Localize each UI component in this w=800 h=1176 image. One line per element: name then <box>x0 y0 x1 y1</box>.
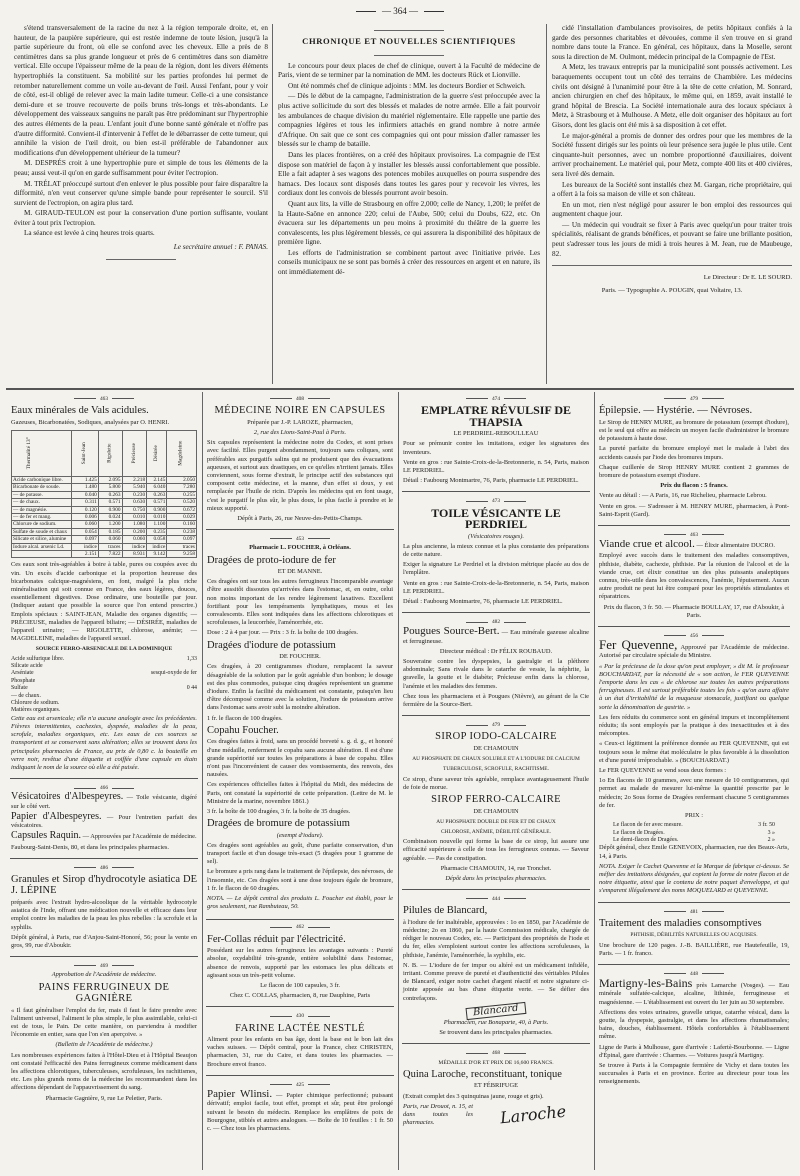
ad-body: Le Sirop de HENRY MURE, au bromure de potassium (exempt d'iodure), est le seul qui offre au médecin un moyen facile d'administrer le bromure de potassium à haute dose. <box>599 418 789 443</box>
article-paragraph: Le major-général a promis de donner des ordres pour que les membres de la Société fussent dirigés sur les points où leur présence sera jugée le plus utile. Cent cinquante-huit personnes, avec un nombre proportionné d'auxiliaires, doivent arriver prochainement. Le matériel qui, pour Metz, compte 400 lits et 400 civières, sera livré dès demain. <box>552 131 792 178</box>
ad-subtitle: ET FÉBRIFUGE <box>473 1082 519 1090</box>
ad-text: — Élixir alimentaire DUCRO. <box>696 542 775 550</box>
ad-body: Ces eaux sont très-agréables à boire à table, pures ou coupées avec du vin. Un excès d'acide carbonique et la proportion heureuse des bicarbonates calcique-magnésiens, en font, malgré la plus riche minéralisation qui soit connue en France, des eaux légères, douces, essentiellement digestives. Dose ordinaire, une bouteille par jour. (Indiquer autant que possible la source que l'on entend prescrire.) Emplois spéciaux : SAINT-JEAN, Maladie des organes digestifs; — PRÉCIEUSE, maladies de l'appareil biliaire; — DÉSIRÉE, maladies de l'appareil urinaire; — RIGOLETTE, chlorose, anémie; — MAGDELEINE, maladies de l'appareil sexuel. <box>11 561 197 643</box>
ad-title: Pilules de Blancard, <box>403 905 488 917</box>
ad-quote: « Il faut généraliser l'emploi du fer, mais il faut le faire prendre avec l'aliment universel, l'aliment le plus simple, le plus assimilable, celui-ci est de tous, le Pain. De cette manière, on parviendra à modifier l'économie en entier, sans que l'on s'en aperçoive. » <box>11 1006 197 1039</box>
article-paragraph: Les bureaux de la Société sont installés chez M. Gargan, riche propriétaire, qui a offert à la fois sa maison de ville et son château. <box>552 180 792 199</box>
ad-subtitle: DE FOUCHER. <box>279 653 321 661</box>
table-header: Thermalité 13° <box>12 430 72 476</box>
price-row: Le flacon de Dragées. 3 » <box>613 829 775 836</box>
ad-number: 408 <box>207 395 393 403</box>
ad-title: EMPLATRE RÉVULSIF DE THAPSIA <box>420 403 572 429</box>
ad-address: Dépôt dans les principales pharmacies. <box>445 874 547 882</box>
ad-title: FARINE LACTÉE NESTLÉ <box>235 1022 365 1034</box>
ad-price: Prix du flacon : 5 francs. <box>660 482 728 490</box>
ad-body: 1o En flacons de 10 grammes, avec une mesure de 10 centigrammes, qui permet au malade de mesurer lui-même la quantité prescrite par le médecin; 2o Sous forme de Dragées renfermant chacune 5 centigrammes de fer. <box>599 777 789 809</box>
table-cell: 1.480 <box>72 484 98 491</box>
ad-farine-lactee <box>206 1009 394 1076</box>
table-cell: 0.571 <box>98 499 122 506</box>
ad-pains-ferrugineux <box>10 959 198 1109</box>
ad-title: Granules et Sirop d'hydrocotyle asiatica DE J. LÉPINE <box>11 873 197 897</box>
chronique-heading: CHRONIQUE ET NOUVELLES SCIENTIFIQUES <box>302 36 516 46</box>
ad-text: — Pour l'entretien parfait des vésicatoires. <box>11 813 197 830</box>
table-cell: 0.311 <box>72 499 98 506</box>
ad-subtitle: DE CHAMOUIN <box>473 807 519 815</box>
ad-address: Pharmacie Gagnière, 9, rue Le Peletier, Paris. <box>45 1094 163 1102</box>
ad-subtitle: AU PHOSPHATE DOUBLE DE FER ET DE CHAUX <box>436 818 556 825</box>
ad-address: Dépôt à Paris, 26, rue Neuve-des-Petits-Champs. <box>237 514 363 522</box>
ad-address: Vente en gros : rue Sainte-Croix-de-la-Bretonnerie, n. 54, Paris, maison LE PERDRIEL. <box>403 458 589 475</box>
ad-body: Possédant sur les autres ferrugineux les avantages suivants : Pureté absolue, oxydabilité très-grande, entière solubilité dans l'estomac, absence de renvois, supporté par les estomacs les plus délicats et agissant sous un très-petit volume. <box>207 947 393 979</box>
ad-number: 482 <box>403 618 589 626</box>
ad-address: Dépôt général, chez Emile GENEVOIX, pharmacien, rue des Beaux-Arts, 14, à Paris. <box>599 844 789 860</box>
ad-body: Le FER QUEVENNE se vend sous deux formes : <box>599 767 727 775</box>
ad-text: — Approuvées par l'Académie de médecine. <box>82 833 197 841</box>
ad-body: Se trouve à Paris à la Compagnie fermière de Vichy et dans toutes les succursales à Paris et en province. Écrire au directeur pour tous les renseignements. <box>599 1062 789 1086</box>
composition-row: Sulfate 0 44 <box>11 685 197 692</box>
table-cell: 0.200 <box>122 528 147 535</box>
table-row <box>12 543 197 550</box>
table-cell: 0.263 <box>147 491 167 498</box>
ad-number: 444 <box>403 895 589 903</box>
table-cell <box>12 550 72 557</box>
ad-number: 474 <box>403 395 589 403</box>
composition-row: Arséniate sesqui-oxyde de fer <box>11 670 197 677</box>
table-cell: 0.185 <box>98 528 122 535</box>
table-cell: 2.095 <box>98 476 122 483</box>
ad-subtitle: DE CHAMOUIN <box>473 744 519 752</box>
pharmacy-name: Pharmacie L. FOUCHER, à Orléans. <box>249 544 351 552</box>
ad-price: 1 fr. le flacon de 100 dragées. <box>207 714 283 722</box>
table-cell: 0.010 <box>122 513 147 520</box>
table-total-row <box>12 550 197 557</box>
article-column-1 <box>14 24 268 384</box>
table-row <box>12 476 197 483</box>
ad-address: Pharmacien, rue Bonaparte, 40, à Paris. <box>443 1019 549 1027</box>
table-header: Saint-Jean <box>72 430 98 476</box>
ad-subtitle: (exempt d'iodure). <box>276 831 324 839</box>
ad-address: Paris, rue Drouot, n. 15, et dans toutes les pharmacies. <box>403 1102 473 1127</box>
ad-body: préparés avec l'extrait hydro-alcoolique de la véritable hydrocotyle asiatica de l'Inde, offrant une médication nouvelle et efficace dans leur emploi contre les maladies de la peau les plus rebelles : la scrofule et la syphilis. <box>11 898 197 931</box>
ad-title: TOILE VÉSICANTE LE PERDRIEL <box>431 505 561 532</box>
secretary-signature: Le secrétaire annuel : F. PANAS. <box>173 243 268 252</box>
ad-body: Les nombreuses expériences faites à l'Hôtel-Dieu et à l'Hôpital Beaujon ont constaté l'efficacité des Pains ferrugineux comme médicament dans les affections chlorotiques, tuberculeuses, scrofuleuses, les rachitismes, etc. Les plus grands noms de la médecine les recommandent dans les affections dépendant de l'appauvrissement du sang. <box>11 1051 197 1092</box>
ad-traitement-consomptives <box>598 905 790 965</box>
ad-text: — Eau minérale gazeuse alcaline et ferrugineuse. <box>403 629 589 645</box>
ad-title: Viande crue et alcool. <box>599 538 695 551</box>
table-row <box>12 536 197 543</box>
table-cell: Acide carbonique libre. <box>12 476 72 483</box>
ad-note: NOTA. Exiger le Cachet Quevenne et la Marque de fabrique ci-dessus. Se méfier des imitations désignées, qui copient la forme de notre flacon et de notre étiquette, ainsi que le contenu de notre paquet d'enveloppe, et qui s'emparent illégalement des noms MOQUELARD et QUEVENNE. <box>599 862 789 895</box>
ad-price: Prix du flacon, 3 fr. 50. — Pharmacie BOULLAY, 17, rue d'Aboukir, à Paris. <box>603 603 785 619</box>
price-heading: PRIX : <box>685 812 703 820</box>
ad-address: Vente en gros. — S'adresser à M. HENRY MURE, pharmacien, à Pont-Saint-Esprit (Gard). <box>599 502 789 518</box>
ad-body: Ces expériences officielles faites à l'hôpital du Midi, des médecins de Paris, ont constaté la supériorité de cette préparation. (Lettre de M. le Ministre de la marine, novembre 1861.) <box>207 781 393 805</box>
ad-body: Souveraine contre les dyspepsies, la gastralgie et la pléthore abdominale; Sans rivale dans le catarrhe de vessie, la néphrite, la gravelle, la goutte et le diabète; Précieuse enfin dans la chlorose, l'anémie et les maladies des femmes. <box>403 658 589 690</box>
ad-address: Vente au détail : — A Paris, 16, rue Richelieu, pharmacie Lebrou. <box>599 492 767 500</box>
table-cell: 9.142 <box>147 550 167 557</box>
ad-number: 468 <box>403 1049 589 1057</box>
ad-column-3 <box>402 392 590 1168</box>
table-cell: 0.263 <box>98 491 122 498</box>
article-paragraph: A Metz, les travaux entrepris par la municipalité sont poussés activement. Les baraquements occupent tout un côté des terrains de Chambière. Les médecins civils ont désigné à l'unanimité pour être à la tête de cette création, M. Sonrard, ancien chirurgien en chef des hôpitaux, le même qui, en 1859, avait installé le grand hôpital de Brescia. La Société internationale aura des locaux spéciaux à Metz, à Strasbourg et à Mulhouse. A Metz, elle doit organiser des hôpitaux au fort Gisors, dont les glacis ont été mis à sa disposition à cet effet. <box>552 63 792 129</box>
ad-body: Le bromure a pris rang dans le traitement de l'épilepsie, des névroses, de l'insomnie, etc. Ces dragées sont à une dose toujours égale de bromure, 1 fr. le flacon de 60 dragées. <box>207 868 393 892</box>
ad-fer-collas <box>206 919 394 1007</box>
dominique-heading: SOURCE FERRO-ARSENICALE DE LA DOMINIQUE <box>35 646 173 653</box>
table-cell: — de chaux. <box>12 499 72 506</box>
table-cell: 0.230 <box>122 491 147 498</box>
ad-number: 473 <box>403 497 589 505</box>
ad-price: Dose : 2 à 4 par jour. — Prix : 3 fr. la boîte de 100 dragées. <box>207 629 359 637</box>
divider <box>552 265 792 266</box>
ad-title: Papier d'Albespeyres. <box>11 810 102 822</box>
table-header: Magdeleine <box>167 430 197 476</box>
table-row <box>12 521 197 528</box>
ad-address: Vente en gros : rue Sainte-Croix-de-la-Bretonnerie, n. 54, Paris, maison LE PERDRIEL. <box>403 579 589 595</box>
article-paragraph: cidé l'installation d'ambulances provisoires, de petits hôpitaux confiés à la garde des personnes charitables et dévouées, comme il s'en trouve en si grand nombre dans toute la France. En général, ces hôpitaux, dans la Moselle, seront sous la direction de M. Oulmont, médecin principal de la Compagnie de l'Est. <box>552 24 792 61</box>
ad-address: 2, rue des Lions-Saint-Paul à Paris. <box>253 428 347 436</box>
article-paragraph: Le concours pour deux places de chef de clinique, ouvert à la Faculté de médecine de Paris, vient de se terminer par la nomination de MM. les docteurs Rück et Lionville. <box>278 61 540 80</box>
table-cell: 0.058 <box>147 536 167 543</box>
table-cell: 2.151 <box>72 550 98 557</box>
table-cell: 0.571 <box>147 499 167 506</box>
ad-number: 479 <box>403 721 589 729</box>
table-cell: 7.822 <box>98 550 122 557</box>
ad-body: « Ceux-ci légitiment la préférence donnée au FER QUEVENNE, qui est toujours sous le même état moléculaire le plus favorable à la dissolution et d'une pureté irréprochable. » (BOUCHARDAT.) <box>599 740 789 764</box>
table-header: Désirée <box>147 430 167 476</box>
ad-body: Ces dragées ont sur tous les autres ferrugineux l'incomparable avantage d'être aussitôt dissoutes qu'arrivées dans l'estomac, et, en outre, celui non moins important de les rendre légèrement laxatives. Excellent fortifiant pour les tempéraments lymphatiques, mous et les convalescents. Elles sont indiquées dans les affections chlorotiques et scrofuleuses, la leucorrhée, l'aménorrhée, etc. <box>207 578 393 627</box>
table-cell: 5.800 <box>98 484 122 491</box>
ad-source: (Bulletin de l'Académie de médecine.) <box>55 1041 153 1049</box>
article-paragraph: Quant aux lits, la ville de Strasbourg en offre 2,000; celle de Nancy, 1,200; le préfet de la Haute-Saône en annonce 220; celui de l'Aube, 500; celui du Doubs, 622, etc. On évacuera sur les départements un peu moins à proximité du théâtre de la guerre les convalescents, les plus légèrement blessés, ce qui assurera la disponibilité des hôpitaux de première ligne. <box>278 199 540 247</box>
divider <box>374 55 444 56</box>
ad-subtitle: AU PHOSPHATE DE CHAUX SOLUBLE ET A L'IODURE DE CALCIUM <box>412 756 580 763</box>
laroche-signature: Laroche <box>499 1102 567 1128</box>
table-cell: 0.097 <box>167 536 197 543</box>
ad-subtitle: Gazeuses, Bicarbonatées, Sodiques, analysées par O. HENRI. <box>11 418 170 426</box>
table-header: Rigolette <box>98 430 122 476</box>
ad-body: Ces dragées faites à froid, sans un procédé breveté s. g. d. g., et honoré d'une médaille, renferment le copahu sans aucune altération. Il est d'une grande supériorité sur toutes les préparations à base de copahu. Elles n'ont pas l'inconvénient de causer des vomissements, des renvois, des nausées. <box>207 738 393 779</box>
table-cell: 7.280 <box>167 484 197 491</box>
article-paragraph: En un mot, rien n'est négligé pour assurer le bon emploi des ressources qui augmentent chaque jour. <box>552 200 792 219</box>
ad-fer-quevenne <box>598 629 790 903</box>
article-paragraph: Dans les places frontières, on a créé des hôpitaux provisoires. La compagnie de l'Est dispose son matériel de façon à y installer les blessés aussi confortablement que possible. Elle a fait adapter à ses wagons des potences mobiles auxquelles on pourra suspendre des hamacs. Des locaux sont disposés dans toutes les gares pour y recevoir les vivres, les cordiaux dont les convois de blessés pourront avoir besoin. <box>278 150 540 198</box>
ad-column-4 <box>598 392 790 1168</box>
table-cell: 0.006 <box>72 513 98 520</box>
table-header: Précieuse <box>122 430 147 476</box>
column-rule <box>202 392 203 1170</box>
article-paragraph: Les efforts de l'administration se combinent partout avec l'initiative privée. Les conseils municipaux ne se sont pas bornés à créer des ressources en argent et en nature, ils ont immédiatement dé- <box>278 248 540 277</box>
ad-body: La pureté parfaite du bromure employé met le malade à l'abri des accidents causés par l'iode des bromures impurs. <box>599 445 789 461</box>
table-cell: Sulfate de soude et chaux <box>12 528 72 535</box>
table-cell: 0.520 <box>167 499 197 506</box>
ad-subtitle: (Vésicatoires rouges). <box>468 532 524 540</box>
ad-number: 456 <box>599 632 789 640</box>
ad-subtitle: TUBERCULOSE, SCROFULE, RACHITISME. <box>443 766 549 773</box>
ad-albespeyres <box>10 781 198 858</box>
ad-foucher <box>206 532 394 917</box>
ad-number: 430 <box>207 1012 393 1020</box>
ad-subtitle: CHLOROSE, ANÉMIE, DÉBILITÉ GÉNÉRALE. <box>441 828 551 835</box>
table-cell: 0.900 <box>98 506 122 513</box>
ad-body: Aliment pour les enfants en bas âge, dont la base est le bon lait des vaches suisses. — Dépôt central, pour la France, chez CHRISTEN, pharmacien, 31, rue du Caire, et dans toutes les pharmacies. — Brochure envoi franco. <box>207 1036 393 1068</box>
ad-body: Cette eau est arsenicale; elle n'a aucune analogie avec les précédentes. Fièvres intermittentes, cachexies, dyspnée, maladies de la peau, scrofule, maladies organiques, etc. Les eaux de ces sources se transportent et se conservent sans altération; elles se trouvent dans les principales pharmacies de France, au prix de 0,80 c. la bouteille en verre noir, revêtue d'une étiquette et coiffée d'une capsule en étain indiquant le nom de la source où elle a été puisée. <box>11 714 197 772</box>
ad-body: Les fers réduits du commerce sont en général impurs et incomplètement réduits; ils sont employés par la pratique à des inexactitudes et à des mécomptes. <box>599 713 789 738</box>
table-cell: 0.029 <box>167 513 197 520</box>
ad-address: Chez tous les pharmaciens et à Pougues (Nièvre), au gérant de la Cie fermière de la Source-Bert. <box>403 692 589 709</box>
table-cell: 1.425 <box>72 476 98 483</box>
composition-row: — de chaux. <box>11 692 41 699</box>
table-cell: 0.160 <box>167 521 197 528</box>
table-cell: — de fer et mang. <box>12 513 72 520</box>
composition-row: Matières organiques. <box>11 707 61 714</box>
table-cell: 0.900 <box>147 506 167 513</box>
ad-number: 479 <box>599 395 789 403</box>
ad-title: Fer Quevenne, <box>599 637 678 653</box>
table-cell: 5.940 <box>122 484 147 491</box>
table-row <box>12 499 197 506</box>
ad-body: (Extrait complet des 3 quinquinas jaune, rouge et gris). <box>403 1092 544 1100</box>
ad-title: Capsules Raquin. <box>11 830 81 842</box>
ad-body: Ce sirop, d'une saveur très agréable, remplace avantageusement l'huile de foie de morue. <box>403 775 589 791</box>
ad-address: Chez C. COLLAS, pharmacien, 8, rue Dauphine, Paris <box>229 992 371 1000</box>
ad-body: Exiger la signature Le Perdriel et la division métrique placée au dos de l'emplâtre. <box>403 561 589 577</box>
table-cell: — de potasse. <box>12 491 72 498</box>
ad-medal: MÉDAILLE D'OR ET PRIX DE 16,600 FRANCS. <box>438 1059 554 1066</box>
table-row <box>12 484 197 491</box>
ad-subtitle: Préparée par J.-P. LAROZE, pharmacien, <box>247 418 353 426</box>
table-cell: 0.238 <box>167 528 197 535</box>
article-paragraph: — Dès le début de la campagne, l'administration de la guerre s'est préoccupée avec la plus active sollicitude du sort des blessés et malades de notre armée. Elle a fait pourvoir les ambulances de chaque division du matériel réglementaire. Elle rappelle une partie des compagnies légères et tous les infirmiers attachés en grand nombre à notre armée d'Afrique. On sait que ce sont ces compagnies qui ont pour mission d'aller ramasser les blessés sur le champ de bataille. <box>278 92 540 149</box>
column-rule <box>272 24 273 384</box>
price-row: Le demi-flacon de Dragées. 2 » <box>613 837 775 844</box>
ad-granules-hydrocotyle <box>10 861 198 957</box>
ad-body: La plus ancienne, la mieux connue et la plus constante des préparations de cette nature. <box>403 542 589 559</box>
divider <box>106 259 176 260</box>
article-paragraph: s'étend transversalement de la racine du nez à la région temporale droite, et, en hauteur, de la paupière supérieure, qui est restée indemne de toute lésion, jusqu'à la partie supérieure du front, où elle se confond avec les cheveux. Elle a près de 8 centimètres dans sa plus grande longueur et près de 6 centimètres dans son diamètre vertical. Elle occupe l'épaisseur même de la peau de la région, dont les divers éléments hypertrophiés la constituent. Sa mobilité sur les parties profondes lui permet de retomber naturellement comme un voile au-devant de l'œil. Aussi l'enfant, pour y voir de côté, est-il obligé de relever avec la main ladite tumeur. Celle-ci a une consistance demi-dure et se trouve recouverte de poils bruns très-longs et très-abondants. Le développement des vaisseaux sanguins ne paraît pas être prédominant sur l'hypertrophie des autres éléments de la peau. L'enfant jouit d'une bonne santé générale et n'offre pas d'autre difformité. Convient-il d'intervenir à l'effet de le débarrasser de cette tumeur, qui annihile la vision de l'œil droit, ou bien est-il préférable de l'abandonner aux modifications d'un développement ultérieur de la tumeur? <box>14 24 268 157</box>
ad-martigny-les-bains <box>598 967 790 1093</box>
article-paragraph: M. DESPRÉS croit à une hypertrophie pure et simple de tous les éléments de la peau; aussi veut-il qu'on en garde suffisamment pour éviter l'ectropion. <box>14 159 268 177</box>
composition-row: Acide sulfurique libre. 1,33 <box>11 655 197 662</box>
ad-body: Ligne de Paris à Mulhouse, gare d'arrivée : Lafertè-Bourbonne. — Ligne d'Épinal, gare d'arrivée : Charmes. — Voitures jusqu'à Martigny. <box>599 1043 789 1059</box>
ad-address: Dépôt général, à Paris, rue d'Anjou-Saint-Honoré, 56; pour la vente en gros, 99, rue d'Aboukir. <box>11 933 197 949</box>
blancard-signature: Blancard <box>466 1002 527 1020</box>
ad-title: Fer-Collas réduit par l'électricité. <box>207 933 346 945</box>
article-paragraph: La séance est levée à cinq heures trois quarts. <box>24 229 155 238</box>
table-row <box>12 506 197 513</box>
table-cell: 1.200 <box>98 521 122 528</box>
ad-viande-crue <box>598 528 790 627</box>
table-cell: indice <box>122 543 147 550</box>
column-rule <box>546 24 547 384</box>
ad-address: Se trouvent dans les principales pharmacies. <box>439 1029 553 1037</box>
director-signature: Le Directeur : Dr E. LE SOURD. <box>703 274 792 282</box>
ad-title: Pougues Source-Bert. <box>403 625 500 638</box>
article-paragraph: — Un médecin qui voudrait se fixer à Paris avec quelqu'un pour traiter trois spécialités, réalisant de grands bénéfices, et pouvant se faire une brillante position, peut s'adresser tous les jours de midi à trois heures à M. Jean, rue de Maubeuge, 82. <box>552 220 792 258</box>
ad-note: N. B. — L'iodure de fer impur ou altéré est un médicament infidèle, irritant. Comme preuve de pureté et d'authenticité des véritables Pilules de Blancard, exiger notre cachet d'argent réactif et notre signature ci-jointe apposée au bas d'une étiquette verte. — Se défier des contrefaçons. <box>403 961 589 1002</box>
ad-number: 425 <box>207 1081 393 1089</box>
table-cell: 0.060 <box>122 536 147 543</box>
ad-body: Six capsules représentent la médecine noire du Codex, et sont prises avec facilité. Elles purgent abondamment, toujours sans coliques, sont préférables aux purgatifs salins qui ne produisent que des évacuations aqueuses, et surtout aux drastiques, en ce qu'elles n'irritent jamais. Elles conviennent, sous forme d'extrait, le principe actif des substances qui composent cette médecine, et la manne, d'un effet si doux, y est remplacée par l'huile de ricin. D'après les médecins qui en font usage, c'est le purgatif le plus sûr, le plus doux, le plus facile à prendre et le mieux supporté. <box>207 439 393 512</box>
ad-text: près Lamarche (Vosges). — Eau minérale sulfatée-calcique, alcaline, lithinée, ferrugineuse et magnésienne. — L'établissement est ouvert du 1er juin au 30 septembre. <box>599 982 789 1006</box>
ad-subtitle: PHTHISIE, DÉBILITÉS NATURELLES OU ACQUISES. <box>630 932 758 939</box>
ad-title: Papier Wlinsi. <box>207 1088 273 1101</box>
mineral-analysis-table <box>11 430 197 558</box>
ad-price: 3 fr. la boîte de 100 dragées, 3 fr. la boîte de 35 dragées. <box>207 807 351 815</box>
table-cell: 0.040 <box>72 491 98 498</box>
ad-number: 463 <box>11 395 197 403</box>
ad-title: Vésicatoires d'Albespeyres. <box>11 791 124 803</box>
article-column-2 <box>278 24 540 384</box>
table-cell: 6.040 <box>147 484 167 491</box>
ad-number: 463 <box>599 531 789 539</box>
composition-row: Phosphate <box>11 677 36 684</box>
table-cell: Silicate et silice, alumine <box>12 536 72 543</box>
ad-address: Détail : Faubourg Montmartre, 76, Paris, pharmacie LE PERDRIEL. <box>403 477 579 485</box>
table-cell: 2.218 <box>122 476 147 483</box>
table-cell: 0.010 <box>147 513 167 520</box>
ad-title: Quina Laroche, reconstituant, tonique <box>403 1068 562 1080</box>
ad-director: Directeur médical : Dr FÉLIX ROUBAUD. <box>439 647 553 655</box>
ad-title: PAINS FERRUGINEUX DE GAGNIÈRE <box>38 981 170 1005</box>
composition-row: Chlorure de sodium. <box>11 700 60 707</box>
ad-title: Dragées de proto-iodure de fer <box>207 554 336 566</box>
ad-title: Eaux minérales de Vals acidules. <box>11 405 149 417</box>
ad-title: Copahu Foucher. <box>207 724 279 736</box>
ad-address: Faubourg-Saint-Denis, 80, et dans les principales pharmacies. <box>11 843 170 851</box>
article-paragraph: M. GIRAUD-TEULON est pour la conservation d'une portion suffisante, voulant éviter à tout prix l'ectropion. <box>14 209 268 227</box>
composition-row: Silicate acide <box>11 663 43 670</box>
section-divider <box>6 388 794 390</box>
table-cell: traces <box>98 543 122 550</box>
ad-approval: Approbation de l'Académie de médecine. <box>51 971 157 979</box>
ad-title: Martigny-les-Bains <box>599 976 693 991</box>
page-number: — 364 — <box>0 6 800 16</box>
ad-body: Chaque cuillerée de Sirop HENRY MURE contient 2 grammes de bromure de potassium exempt d'iodure. <box>599 463 789 479</box>
table-cell: 0.255 <box>167 491 197 498</box>
ad-emplatre-thapsia <box>402 392 590 492</box>
ad-quina-laroche <box>402 1046 590 1133</box>
ad-sirop-iodo-calcaire <box>402 718 590 890</box>
ad-number: 469 <box>11 962 197 970</box>
column-rule <box>594 392 595 1170</box>
ad-body: Ces dragées sont agréables au goût, d'une parfaite conservation, d'un transport facile et d'un dosage très-exact (5 dragées pour 1 gramme de sel). <box>207 841 393 866</box>
table-cell: Bicarbonate de soude. <box>12 484 72 491</box>
ad-title: Traitement des maladies consomptives <box>599 917 762 929</box>
ad-subtitle: Approuvé par l'Académie de médecine. Autorisé par circulaire spéciale du Ministre. <box>599 644 789 660</box>
price-row: Le flacon de fer avec mesure. 3 fr. 50 <box>613 822 775 829</box>
table-cell: 0.630 <box>122 499 147 506</box>
ad-title: SIROP IODO-CALCAIRE <box>435 731 557 743</box>
ad-text: — Papier chimique perfectionné; puissant dérivatif; emploi facile, tout effet, prompt et sûr, peut être prolongé suivant le besoin du médecin. Remplace les emplâtres de poix de Bourgogne, stibiés et autres analogues. — Boîte de 10 feuilles : 1 fr. 50 c. — Chez tous les pharmaciens. <box>207 1092 393 1132</box>
table-cell: 0.235 <box>147 528 167 535</box>
dominique-composition <box>11 656 197 715</box>
table-cell: 1.100 <box>147 521 167 528</box>
ad-title: Épilepsie. — Hystérie. — Névroses. <box>599 405 753 417</box>
ad-title: Dragées de bromure de potassium <box>207 818 350 830</box>
ad-title: SIROP FERRO-CALCAIRE <box>431 794 561 805</box>
ad-number: 448 <box>599 970 789 978</box>
table-cell: 0.120 <box>72 506 98 513</box>
article-paragraph: M. TRÉLAT préoccupé surtout d'en enlever le plus possible pour faire disparaître la difformité, n'en veut conserver qu'une simple bande pour représenter le sourcil. S'il survient de l'ectropion, on agira plus tard. <box>14 179 268 207</box>
table-cell: 0.054 <box>72 528 98 535</box>
ad-number: 466 <box>11 784 197 792</box>
ad-address: Pharmacie CHAMOUIN, 14, rue Tronchet. <box>440 864 552 872</box>
ad-title: MÉDECINE NOIRE EN CAPSULES <box>214 405 386 417</box>
ad-papier-wlinsi <box>206 1078 394 1139</box>
price-list <box>599 822 789 844</box>
ad-body: Affections des voies urinaires, gravelle urique, catarrhe vésical, dans la goutte, la dyspepsie, gastralgie, et dans les affections rhumatismales; bains, douches, établissement. Hôtels confortables à l'établissement même. <box>599 1008 789 1041</box>
ad-body: à l'iodure de fer inaltérable, approuvées : 1o en 1850, par l'Académie de médecine; 2o en 1860, par la haute Commission médicale, chargée de rédiger le nouveau Codex, etc. — Participant des propriétés de l'iode et du fer, elles s'emploient surtout contre les affections scrofuleuses, la phthisie, l'anémie, l'aménorrhée, la syphilis, etc. <box>403 918 589 959</box>
ad-pougues <box>402 615 590 716</box>
ad-number: 486 <box>11 864 197 872</box>
table-cell: 0.060 <box>98 536 122 543</box>
ad-number: 481 <box>599 908 789 916</box>
column-rule <box>398 392 399 1170</box>
ad-body: Pour se prémunir contre les imitations, exiger les signatures des inventeurs. <box>403 440 589 456</box>
ad-column-2 <box>206 392 394 1168</box>
ad-vals-mineral-waters <box>10 392 198 779</box>
ad-text: — Toile vésicante, digéré sur le côté vert. <box>11 794 197 810</box>
ad-body: Employé avec succès dans le traitement des maladies consomptives, phthisie, diabète, cachexie, phthisie. Par la réunion de l'alcool et de la viande crue, cet élixir constitue un des plus puissants analeptiques connus, très-utile dans les convalescences, l'anémie, l'épuisement. Aucun autre produit ne peut lui être comparé pour les propriétés stimulantes et réparatrices. <box>599 552 789 601</box>
table-cell: 1.080 <box>122 521 147 528</box>
article-paragraph: Ont été nommés chef de clinique adjoints : MM. les docteurs Bordier et Schweich. <box>288 81 526 90</box>
table-cell: 2.145 <box>147 476 167 483</box>
table-row <box>12 491 197 498</box>
table-cell: 2.050 <box>167 476 197 483</box>
table-row <box>12 528 197 535</box>
ad-pilules-blancard <box>402 892 590 1044</box>
table-cell: indice <box>147 543 167 550</box>
table-cell: 9.258 <box>167 550 197 557</box>
table-cell: Chlorure de sodium. <box>12 521 72 528</box>
ad-number: 462 <box>207 923 393 931</box>
divider <box>374 30 444 31</box>
table-cell: 0.672 <box>167 506 197 513</box>
ad-body: Combinaison nouvelle qui forme la base de ce sirop, lui assure une efficacité supérieure à celle de tous les ferrugineux connus. — Saveur agréable. — Pas de constipation. <box>403 838 589 862</box>
ad-price: Le flacon de 100 capsules, 3 fr. <box>260 981 340 989</box>
table-cell: 0.024 <box>98 513 122 520</box>
table-cell: 0.060 <box>72 521 98 528</box>
ad-body: « Par la précieuse de la dose qu'on peut employer, » dit M. le professeur BOUCHARDAT, par la nécessité de « son action, le FER QUEVENNE l'emporte dans les cas « de chlorose sur toutes les autres préparations ferrugineuses. Il est surtout préférable toutes les fois « qu'on aura affaire à un état d'irritabilité de la muqueuse stomacale, justifiant ou quelque sorte la dénomination de gastrite. » <box>599 662 789 711</box>
ad-epilepsie-sirop-mure <box>598 392 790 526</box>
ad-medecine-noire <box>206 392 394 530</box>
ad-number: 453 <box>207 535 393 543</box>
article-column-3 <box>552 24 792 384</box>
table-cell: — de magnésie. <box>12 506 72 513</box>
ad-address: Détail : Faubourg Montmartre, 76, pharmacie LE PERDRIEL. <box>403 598 563 606</box>
table-cell: 8.931 <box>122 550 147 557</box>
ad-subtitle: LE PERDRIEL-REBOULLEAU <box>453 430 539 438</box>
table-cell: traces <box>167 543 197 550</box>
ad-title: Dragées d'iodure de potassium <box>207 639 336 651</box>
table-cell: Iodure alcal. arsenic Ld. <box>12 543 72 550</box>
ad-body: Ces dragées, à 20 centigrammes d'iodure, remplacent la saveur désagréable de la solution par le goût agréable d'un bonbon; le dosage est des plus commodes, puisque cinq dragées représentent un gramme d'iodure. Enfin la facilité du médicament est constante, puisqu'en lieu d'être décomposé comme avec la solution, l'iodure de potassium arrive dans l'estomac sans avoir subi la moindre altération. <box>207 663 393 712</box>
table-cell: 0.097 <box>72 536 98 543</box>
table-cell: 0.750 <box>122 506 147 513</box>
ad-body: Une brochure de 120 pages. J.-B. BAILLIÈRE, rue Hautefeuille, 19, Paris. — 1 fr. franco. <box>599 941 789 957</box>
table-cell: indice <box>72 543 98 550</box>
ad-toile-vesicante <box>402 494 590 613</box>
printer-line: Paris. — Typographie A. POUGIN, quai Voltaire, 13. <box>601 286 743 294</box>
table-row <box>12 513 197 520</box>
ad-subtitle: ET DE MANNE. <box>277 568 323 576</box>
ad-column-1 <box>10 392 198 1168</box>
ad-note: NOTA. — Le dépôt central des produits L. Foucher est établi, pour le gros seulement, rue Rambuteau, 50. <box>207 895 393 911</box>
